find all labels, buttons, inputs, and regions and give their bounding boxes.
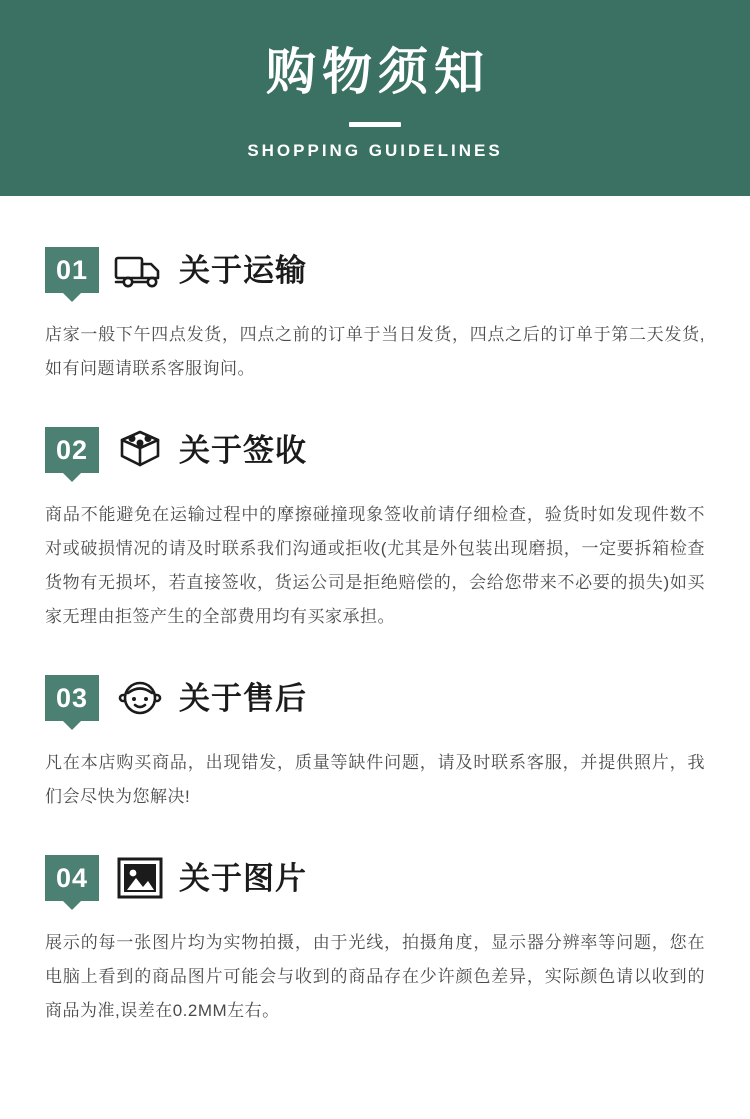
guidelines-content (0, 196, 750, 1028)
section-images (45, 850, 705, 1028)
section-body: 凡在本店购买商品，出现错发，质量等缺件问题，请及时联系客服，并提供照片，我们会尽快为您解决! (45, 753, 705, 806)
section-title: 关于售后 (179, 680, 307, 716)
title-divider (349, 122, 401, 127)
section-body: 店家一般下午四点发货，四点之前的订单于当日发货，四点之后的订单于第二天发货,如有问题请联系客服询问。 (45, 325, 705, 378)
section-number-badge: 03 (45, 675, 99, 721)
section-header (45, 242, 705, 298)
image-icon (113, 851, 167, 905)
page-title: 购物须知 (266, 43, 490, 100)
section-body: 商品不能避免在运输过程中的摩擦碰撞现象签收前请仔细检查，验货时如发现件数不对或破损情况的请及时联系我们沟通或拒收(尤其是外包装出现磨损，一定要拆箱检查货物有无损坏，若直接签收，货运公司是拒绝赔偿的，会给您带来不必要的损失)如买家无理由拒签产生的全部费用均有买家承担。 (45, 505, 705, 626)
page-subtitle: SHOPPING GUIDELINES (247, 140, 503, 160)
section-number-badge: 01 (45, 247, 99, 293)
customer-service-icon (113, 671, 167, 725)
section-header (45, 422, 705, 478)
section-number-badge: 02 (45, 427, 99, 473)
section-after-sales (45, 670, 705, 814)
section-signing (45, 422, 705, 634)
section-number-badge: 04 (45, 855, 99, 901)
section-header (45, 670, 705, 726)
open-box-icon (113, 423, 167, 477)
section-header (45, 850, 705, 906)
section-title: 关于运输 (179, 252, 307, 288)
page-header (0, 0, 750, 196)
section-body: 展示的每一张图片均为实物拍摄，由于光线，拍摄角度，显示器分辨率等问题，您在电脑上看到的商品图片可能会与收到的商品存在少许颜色差异，实际颜色请以收到的商品为准,误差在0.2MM左右。 (45, 933, 705, 1020)
section-title: 关于签收 (179, 432, 307, 468)
section-shipping (45, 242, 705, 386)
truck-icon (113, 243, 167, 297)
section-title: 关于图片 (179, 860, 307, 896)
